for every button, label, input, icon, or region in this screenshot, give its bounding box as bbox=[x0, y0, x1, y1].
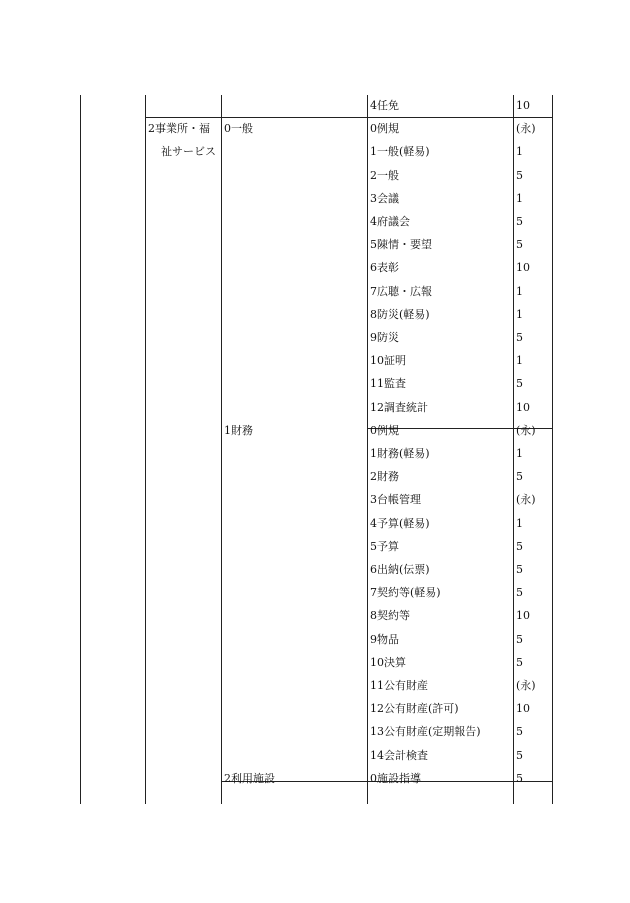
retention-period-cell: 5 bbox=[516, 539, 523, 553]
retention-period-cell: 1 bbox=[516, 447, 523, 460]
column-border-2 bbox=[221, 95, 222, 804]
item-cell: 1財務(軽易) bbox=[370, 447, 430, 460]
retention-period-cell: 5 bbox=[516, 470, 523, 484]
column-border-1 bbox=[145, 95, 146, 804]
retention-period-cell: 5 bbox=[516, 377, 523, 391]
retention-period-cell: 10 bbox=[516, 99, 530, 112]
item-cell: 2一般 bbox=[370, 168, 399, 182]
item-cell: 4予算(軽易) bbox=[370, 516, 430, 530]
retention-period-cell: 5 bbox=[516, 655, 523, 669]
item-cell: 10証明 bbox=[370, 354, 406, 368]
column-border-3 bbox=[367, 95, 368, 804]
item-cell: 0施設指導 bbox=[370, 771, 421, 785]
retention-period-cell: 1 bbox=[516, 284, 523, 298]
retention-period-cell: (永) bbox=[516, 122, 536, 136]
retention-period-cell: 5 bbox=[516, 725, 523, 739]
retention-period-cell: 5 bbox=[516, 563, 523, 576]
category-cell: 祉サービス bbox=[161, 145, 216, 159]
item-cell: 9物品 bbox=[370, 632, 399, 646]
retention-period-cell: 5 bbox=[516, 586, 523, 600]
subcategory-cell: 1財務 bbox=[224, 423, 253, 437]
item-cell: 3会議 bbox=[370, 191, 399, 205]
retention-period-cell: 1 bbox=[516, 191, 523, 205]
retention-period-cell: 10 bbox=[516, 261, 530, 275]
retention-period-cell: 10 bbox=[516, 702, 530, 716]
column-border-0 bbox=[80, 95, 81, 804]
item-cell: 7広聴・広報 bbox=[370, 284, 432, 298]
retention-period-cell: 10 bbox=[516, 400, 530, 414]
retention-period-cell: 10 bbox=[516, 609, 530, 623]
category-cell: 2事業所・福 bbox=[148, 122, 210, 136]
item-cell: 0例規 bbox=[370, 423, 399, 437]
item-cell: 12公有財産(許可) bbox=[370, 702, 459, 716]
item-cell: 7契約等(軽易) bbox=[370, 586, 441, 600]
item-cell: 3台帳管理 bbox=[370, 493, 421, 507]
retention-period-cell: 1 bbox=[516, 354, 523, 368]
retention-period-cell: 1 bbox=[516, 307, 523, 321]
item-cell: 0例規 bbox=[370, 122, 399, 136]
item-cell: 12調査統計 bbox=[370, 400, 428, 414]
item-cell: 10決算 bbox=[370, 655, 406, 669]
item-cell: 9防災 bbox=[370, 331, 399, 344]
retention-period-cell: 5 bbox=[516, 168, 523, 182]
item-cell: 5予算 bbox=[370, 539, 399, 553]
item-cell: 13公有財産(定期報告) bbox=[370, 725, 481, 739]
item-cell: 2財務 bbox=[370, 470, 399, 484]
item-cell: 4府議会 bbox=[370, 215, 410, 228]
item-cell: 14会計検査 bbox=[370, 748, 428, 762]
item-cell: 8契約等 bbox=[370, 609, 410, 623]
item-cell: 1一般(軽易) bbox=[370, 145, 430, 159]
item-cell: 11監査 bbox=[370, 377, 406, 391]
item-cell: 6出納(伝票) bbox=[370, 563, 430, 576]
subcategory-cell: 2利用施設 bbox=[224, 771, 275, 785]
item-cell: 6表彰 bbox=[370, 261, 399, 275]
column-border-4 bbox=[513, 95, 514, 804]
retention-period-cell: 5 bbox=[516, 238, 523, 252]
column-border-5 bbox=[552, 95, 553, 804]
retention-period-cell: (永) bbox=[516, 493, 536, 507]
retention-period-cell: 5 bbox=[516, 331, 523, 344]
item-cell: 5陳情・要望 bbox=[370, 238, 432, 252]
retention-period-cell: 1 bbox=[516, 145, 523, 159]
retention-period-cell: 5 bbox=[516, 748, 523, 762]
subcategory-cell: 0一般 bbox=[224, 122, 253, 136]
item-cell: 4任免 bbox=[370, 99, 399, 112]
item-cell: 8防災(軽易) bbox=[370, 307, 430, 321]
retention-period-cell: 5 bbox=[516, 215, 523, 228]
retention-period-cell: (永) bbox=[516, 423, 536, 437]
item-cell: 11公有財産 bbox=[370, 679, 428, 692]
retention-period-cell: (永) bbox=[516, 679, 536, 692]
retention-period-cell: 5 bbox=[516, 771, 523, 785]
retention-period-cell: 5 bbox=[516, 632, 523, 646]
retention-period-cell: 1 bbox=[516, 516, 523, 530]
row-border-0 bbox=[145, 117, 553, 118]
